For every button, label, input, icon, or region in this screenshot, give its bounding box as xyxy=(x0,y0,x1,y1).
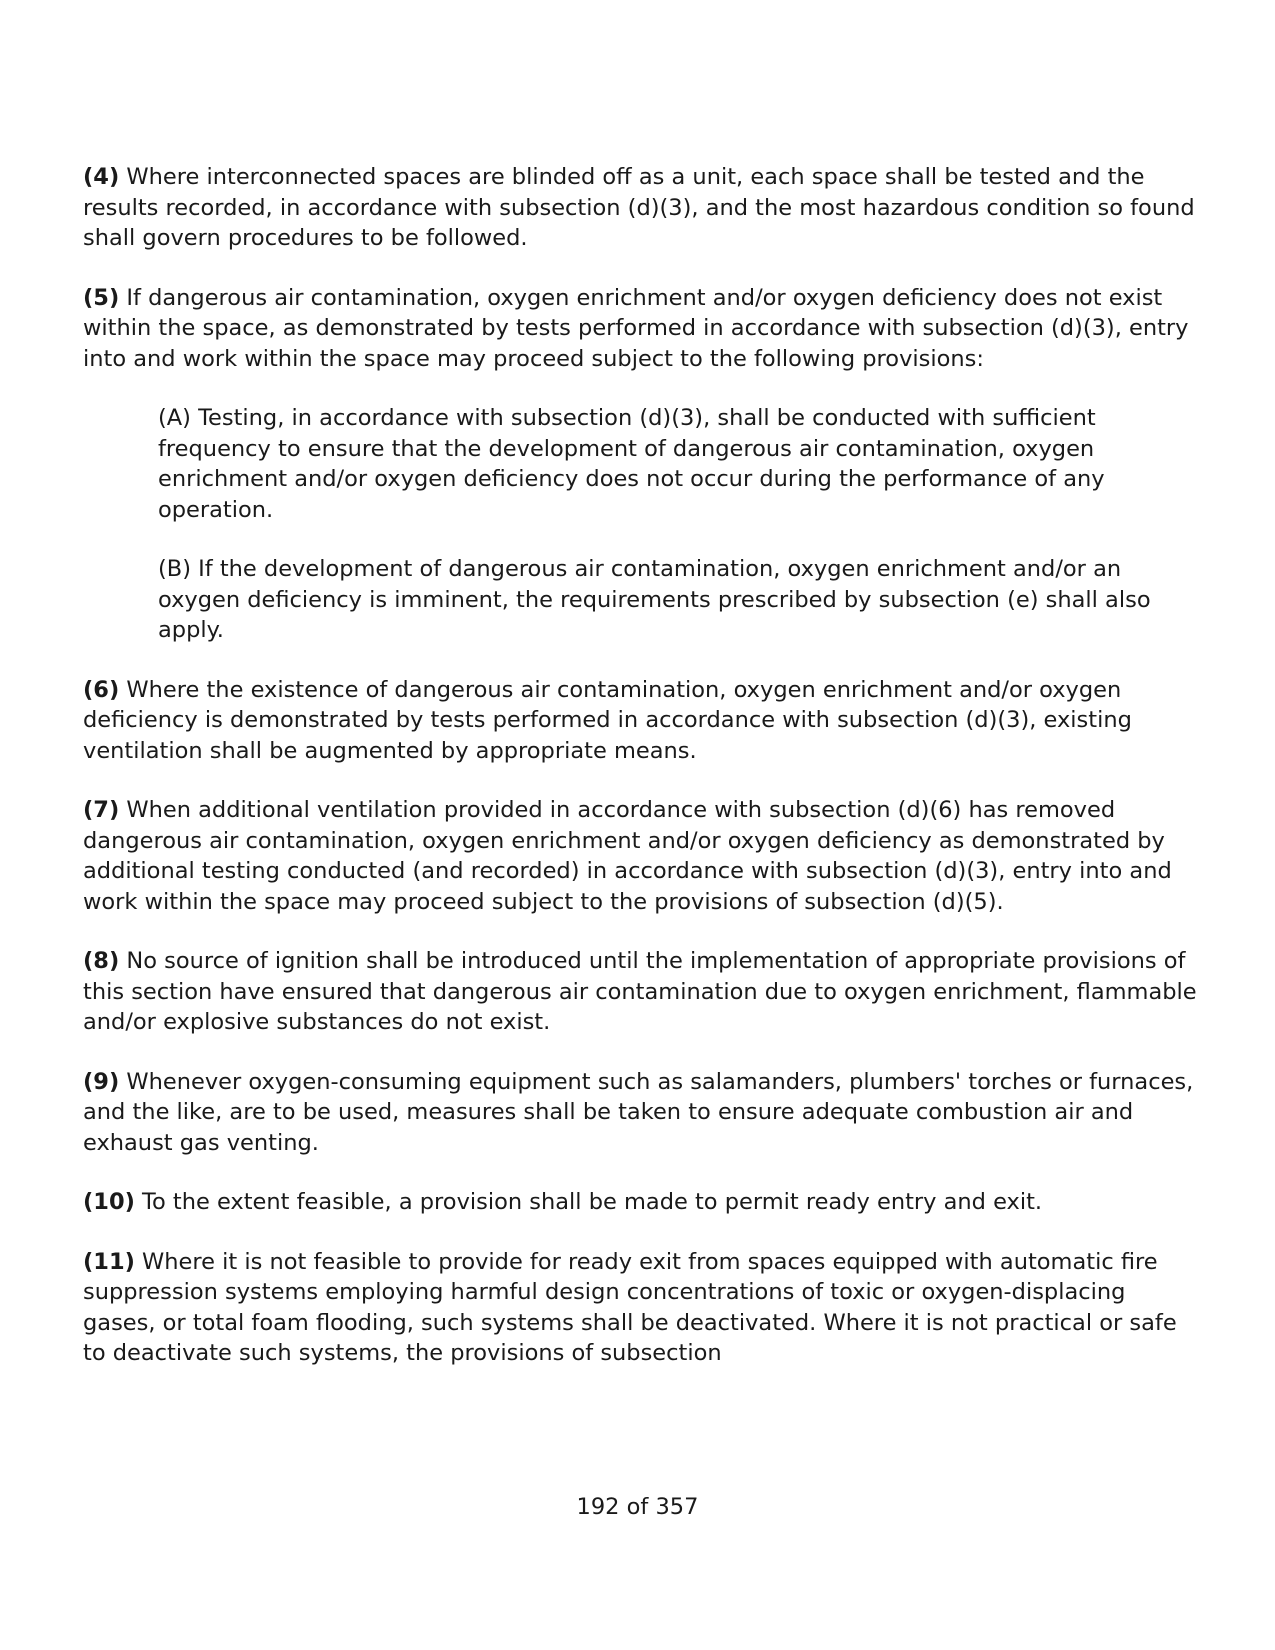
paragraph-number: (8) xyxy=(83,948,120,974)
paragraph-text: Where it is not feasible to provide for ready exit from spaces equipped with automatic fire suppression systems employing harmful design concentrations of toxic or oxygen-displacing gases, or total foam flooding, such systems shall be deactivated. Where it is not practical or safe to deactivate such systems, the provisions of subsection xyxy=(83,1248,1177,1366)
subparagraph-5a xyxy=(158,403,1198,525)
paragraph-number: (9) xyxy=(83,1068,120,1095)
paragraph-text: No source of ignition shall be introduced until the implementation of appropriate provisions of this section have ensured that dangerous air contamination due to oxygen enrichment, flammable and/or explosive substances do not exist. xyxy=(83,948,1197,1035)
paragraph-text: To the extent feasible, a provision shall be made to permit ready entry and exit. xyxy=(134,1189,1043,1215)
paragraph-text: Where the existence of dangerous air contamination, oxygen enrichment and/or oxygen deficiency is demonstrated by tests performed in accordance with subsection (d)(3), existing ventilation shall be augmented by appropriate means. xyxy=(83,676,1132,764)
paragraph-text: When additional ventilation provided in accordance with subsection (d)(6) has removed dangerous air contamination, oxygen enrichment and/or oxygen deficiency as demonstrated by additional testing conducted (and recorded) in accordance with subsection (d)(3), entry into and work within the space may proceed subject to the provisions of subsection (d)(5). xyxy=(83,797,1172,915)
paragraph-text: Where interconnected spaces are blinded off as a unit, each space shall be tested and the results recorded, in accordance with subsection (d)(3), and the most hazardous condition so found shall govern procedures to be followed. xyxy=(83,164,1195,251)
paragraph-5 xyxy=(83,283,1198,375)
paragraph-8 xyxy=(83,946,1198,1038)
page-number: 192 of 357 xyxy=(576,1494,699,1520)
paragraph-text: (A) Testing, in accordance with subsection (d)(3), shall be conducted with sufficient frequency to ensure that the development of dangerous air contamination, oxygen enrichment and/or oxygen deficiency does not occur during the performance of any operation. xyxy=(158,405,1105,523)
paragraph-6 xyxy=(83,675,1198,767)
paragraph-11 xyxy=(83,1247,1198,1369)
paragraph-10 xyxy=(83,1187,1198,1218)
paragraph-9 xyxy=(83,1067,1198,1159)
subparagraph-5b xyxy=(158,554,1198,646)
paragraph-7 xyxy=(83,795,1198,917)
paragraph-4 xyxy=(83,162,1198,254)
paragraph-number: (10) xyxy=(83,1189,135,1215)
paragraph-number: (4) xyxy=(83,164,120,190)
paragraph-number: (7) xyxy=(83,797,120,823)
paragraph-text: If dangerous air contamination, oxygen enrichment and/or oxygen deficiency does not exist within the space, as demonstrated by tests performed in accordance with subsection (d)(3), entry into and work within the space may proceed subject to the following provisions: xyxy=(83,284,1189,372)
paragraph-number: (6) xyxy=(83,676,120,703)
paragraph-text: (B) If the development of dangerous air contamination, oxygen enrichment and/or an oxygen deficiency is imminent, the requirements prescribed by subsection (e) shall also apply. xyxy=(158,556,1151,643)
document-body xyxy=(83,162,1198,1398)
paragraph-text: Whenever oxygen-consuming equipment such as salamanders, plumbers' torches or furnaces, and the like, are to be used, measures shall be taken to ensure adequate combustion air and exhaust gas venting. xyxy=(83,1068,1194,1156)
paragraph-number: (11) xyxy=(83,1248,135,1275)
paragraph-number: (5) xyxy=(83,284,120,311)
